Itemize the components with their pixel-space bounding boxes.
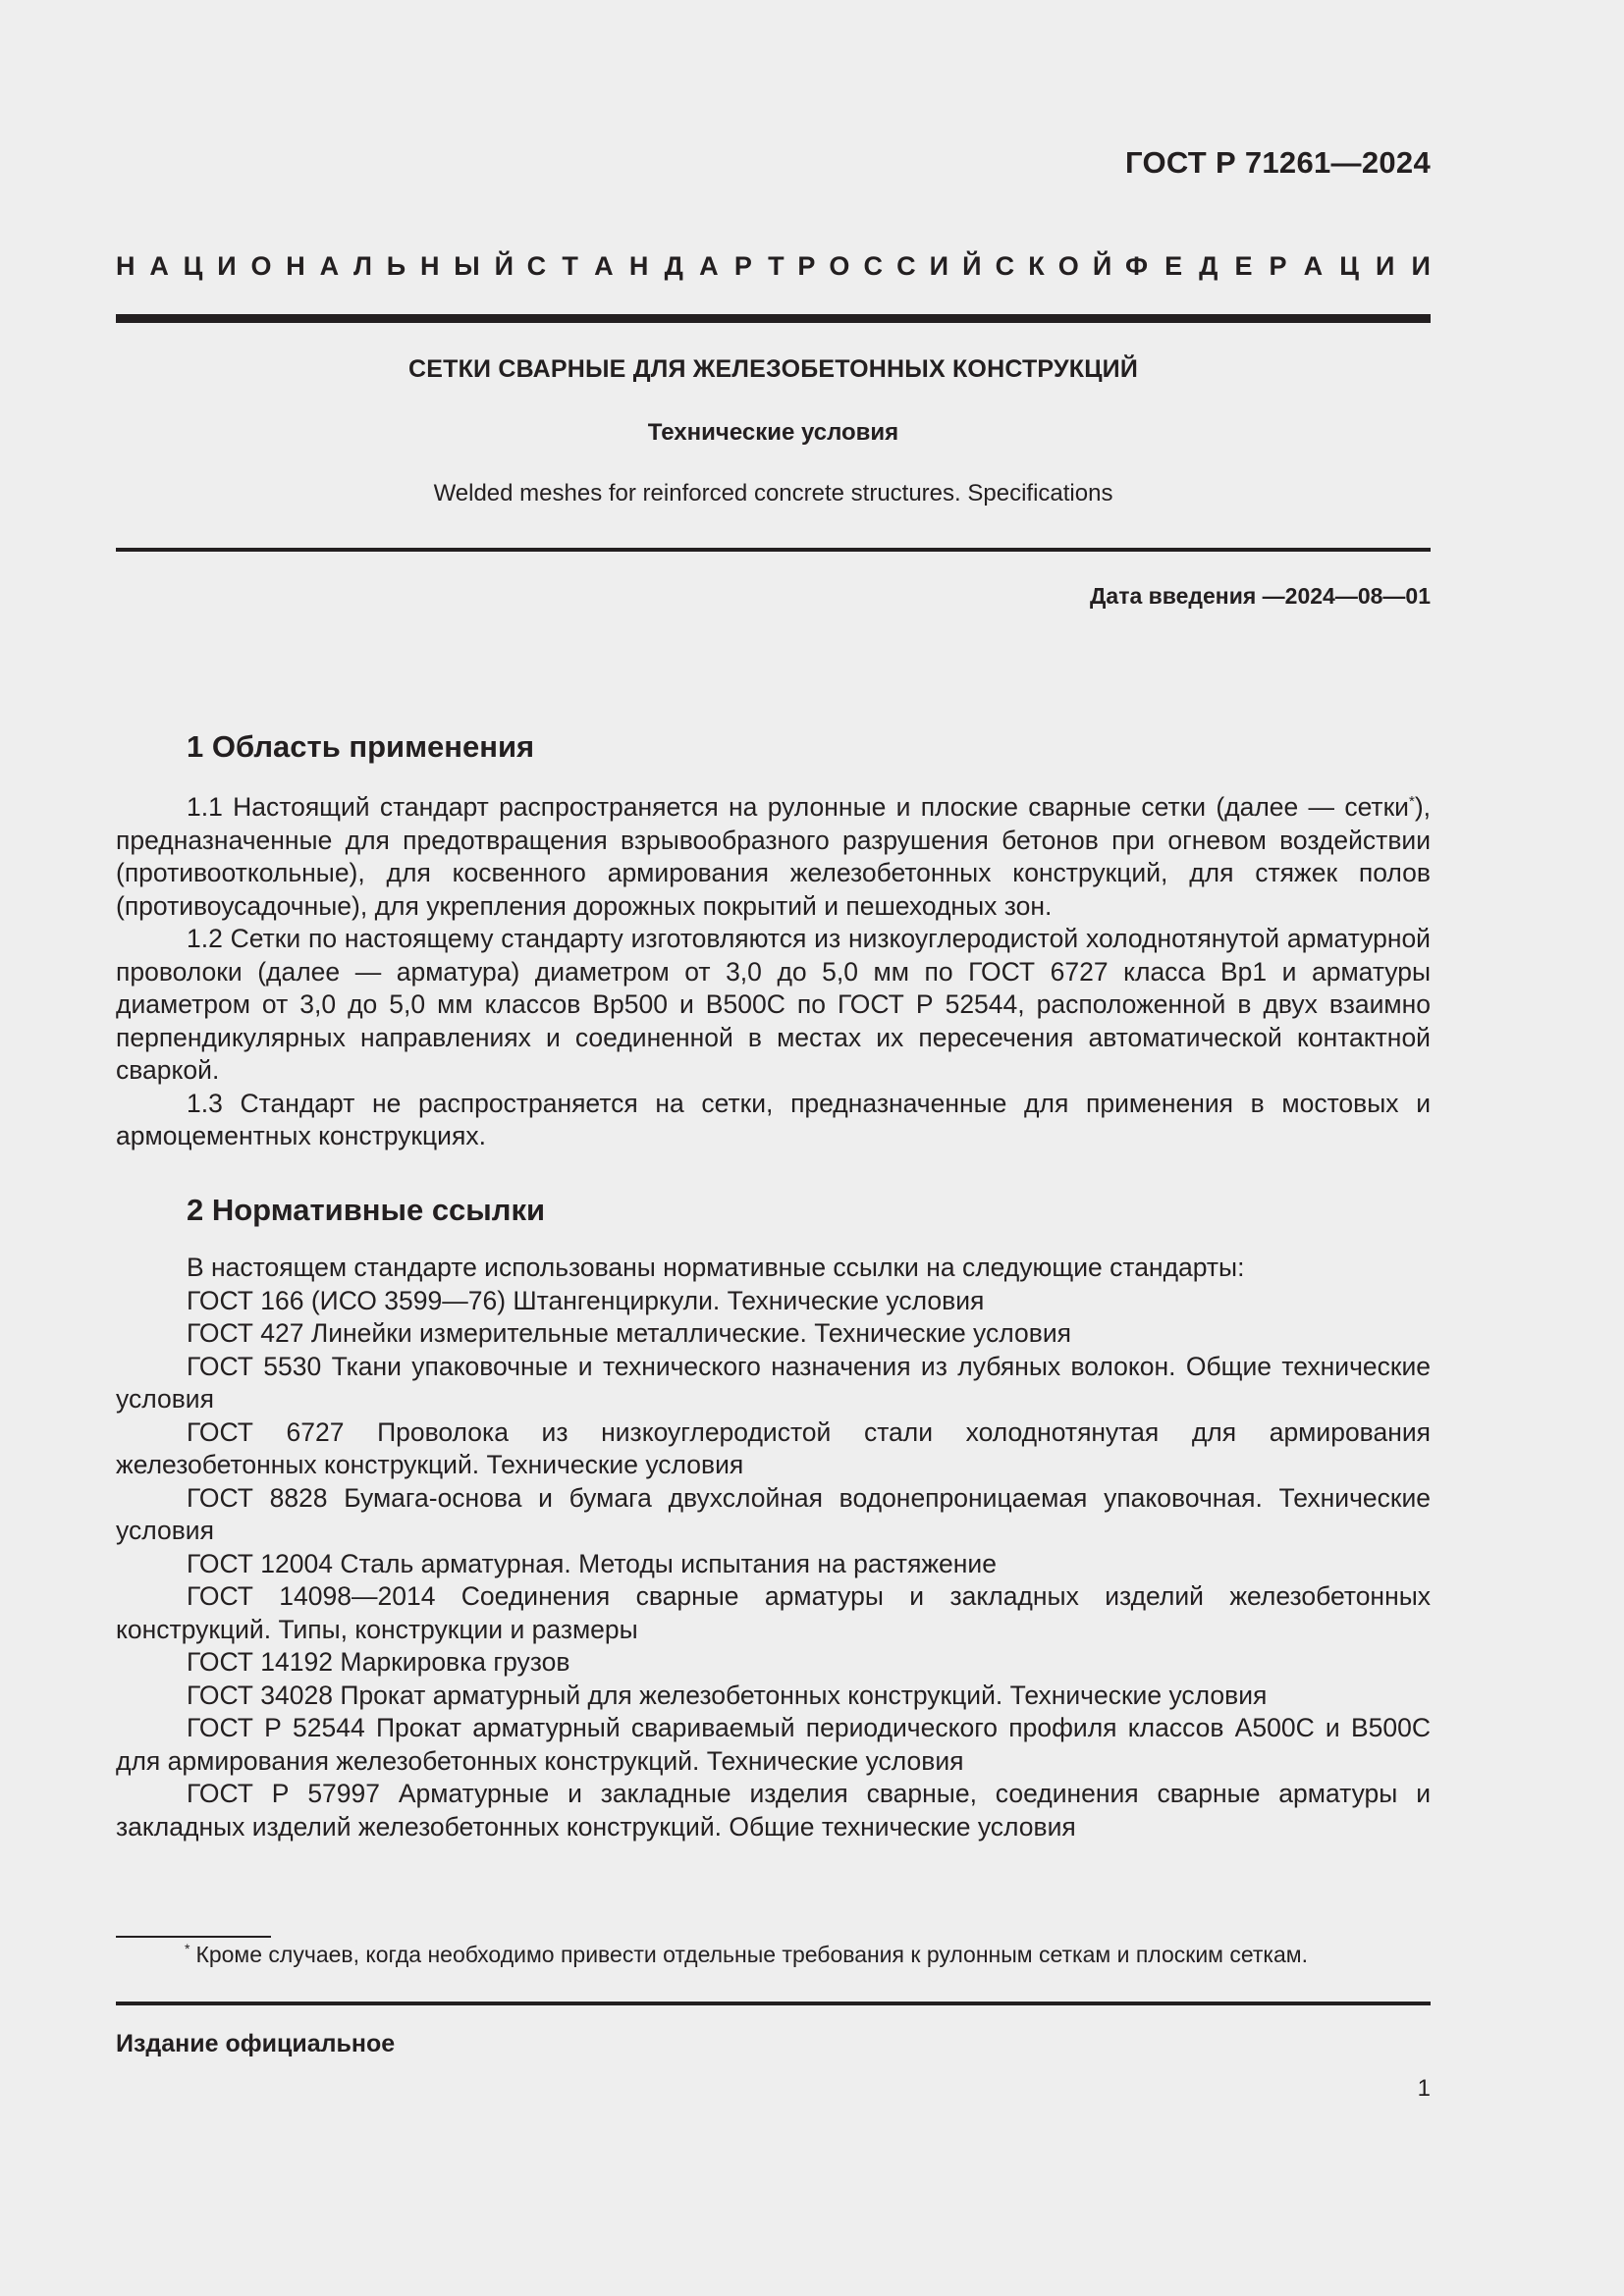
introduction-date: Дата введения —2024—08—01: [1090, 583, 1431, 609]
reference-item: ГОСТ 34028 Прокат арматурный для железобетонных конструкций. Технические условия: [187, 1680, 1268, 1710]
document-subtitle: Технические условия: [647, 419, 899, 446]
banner-letter: И: [929, 251, 949, 281]
reference-item: ГОСТ 6727 Проволока из низкоуглеродистой стали холоднотянутая для армирования железобетонных конструкций. Технические условия: [116, 1416, 1431, 1479]
footnote-mark: *: [185, 1941, 190, 1957]
banner-letter: О: [250, 251, 272, 281]
banner-letter: Е: [1164, 251, 1183, 281]
national-standard-banner: [116, 251, 1431, 282]
banner-letter: Р: [797, 251, 816, 281]
banner-letter: Р: [1269, 251, 1287, 281]
banner-letter: А: [1303, 251, 1324, 281]
page-number: 1: [1417, 2075, 1431, 2102]
section-heading-scope: 1 Область применения: [187, 729, 535, 764]
banner-letter: Т: [562, 251, 578, 281]
banner-letter: А: [319, 251, 340, 281]
banner-letter: Ф: [1124, 251, 1149, 281]
banner-letter: Л: [352, 251, 372, 281]
banner-word: [797, 251, 1111, 282]
banner-letter: А: [699, 251, 719, 281]
banner-letter: К: [1028, 251, 1045, 281]
banner-word: [1125, 251, 1431, 282]
banner-letter: Т: [768, 251, 785, 281]
reference-item: ГОСТ Р 57997 Арматурные и закладные изделия сварные, соединения сварные арматуры и закладных изделий железобетонных конструкций. Общие технические условия: [116, 1779, 1431, 1842]
banner-letter: И: [217, 251, 237, 281]
banner-letter: Н: [116, 251, 135, 281]
document-number: ГОСТ Р 71261—2024: [1125, 145, 1431, 180]
section-heading-normative-references: 2 Нормативные ссылки: [187, 1193, 546, 1227]
banner-letter: И: [1375, 251, 1395, 281]
paragraph-1-3: 1.3 Стандарт не распространяется на сетки, предназначенные для применения в мостовых и армоцементных конструкциях.: [116, 1088, 1431, 1150]
banner-letter: Ц: [183, 251, 203, 281]
document-page: [116, 0, 1431, 2296]
banner-letter: Д: [664, 251, 683, 281]
banner-letter: Й: [494, 251, 514, 281]
reference-item: ГОСТ 166 (ИСО 3599—76) Штангенциркули. Технические условия: [187, 1285, 985, 1315]
banner-letter: Й: [1092, 251, 1112, 281]
footnote-divider: [116, 1936, 271, 1938]
reference-item: ГОСТ 12004 Сталь арматурная. Методы испытания на растяжение: [187, 1548, 997, 1578]
footer-divider: [116, 2002, 1431, 2005]
reference-item: ГОСТ Р 52544 Прокат арматурный свариваемый периодического профиля классов А500С и В500С для армирования железобетонных конструкций. Технические условия: [116, 1713, 1431, 1776]
banner-letter: Н: [419, 251, 440, 281]
document-title: СЕТКИ СВАРНЫЕ ДЛЯ ЖЕЛЕЗОБЕТОННЫХ КОНСТРУКЦИЙ: [407, 355, 1138, 383]
banner-letter: С: [526, 251, 547, 281]
section-body-scope: [116, 791, 1431, 1153]
banner-letter: Н: [628, 251, 649, 281]
paragraph-1-2: 1.2 Сетки по настоящему стандарту изготовляются из низкоуглеродистой холоднотянутой арматурной проволоки (далее — арматура) диаметром от 3,0 до 5,0 мм по ГОСТ 6727 класса Вр1 и арматуры диаметром от 3,0 до 5,0 мм классов Вр500 и В500С по ГОСТ Р 52544, расположенной в двух взаимно перпендикулярных направлениях и соединенной в местах их пересечения автоматической контактной сваркой.: [116, 924, 1431, 1085]
banner-letter: С: [863, 251, 883, 281]
footnote-text: Кроме случаев, когда необходимо привести отдельные требования к рулонным сеткам и плоским сеткам.: [195, 1942, 1308, 1967]
banner-letter: А: [594, 251, 614, 281]
reference-item: ГОСТ 427 Линейки измерительные металлические. Технические условия: [187, 1318, 1071, 1348]
english-title: Welded meshes for reinforced concrete structures. Specifications: [433, 480, 1113, 507]
edition-label: Издание официальное: [116, 2030, 396, 2057]
footnote: [185, 1940, 1308, 1969]
paragraph-1-1: 1.1 Настоящий стандарт распространяется на рулонные и плоские сварные сетки (далее — сетки*), предназначенные для предотвращения взрывообразного разрушения бетонов при огневом воздействии (противооткольные), для косвенного армирования железобетонных конструкций, для стяжек полов (противоусадочные), для укрепления дорожных покрытий и пешеходных зон.: [116, 792, 1431, 921]
banner-word: [116, 251, 514, 282]
banner-word: [527, 251, 785, 282]
banner-letter: И: [1411, 251, 1431, 281]
references-intro: В настоящем стандарте использованы нормативные ссылки на следующие стандарты:: [187, 1253, 1245, 1282]
banner-letter: Н: [286, 251, 305, 281]
banner-letter: Д: [1199, 251, 1218, 281]
header-thick-divider: [116, 314, 1431, 323]
banner-letter: С: [995, 251, 1015, 281]
banner-letter: Е: [1234, 251, 1253, 281]
title-divider: [116, 548, 1431, 552]
banner-letter: Р: [733, 251, 752, 281]
reference-item: ГОСТ 14098—2014 Соединения сварные арматуры и закладных изделий железобетонных конструкций. Типы, конструкции и размеры: [116, 1581, 1431, 1644]
banner-letter: Й: [962, 251, 982, 281]
banner-letter: А: [149, 251, 169, 281]
section-body-normative-references: [116, 1252, 1431, 1843]
banner-letter: О: [1057, 251, 1079, 281]
reference-item: ГОСТ 5530 Ткани упаковочные и технического назначения из лубяных волокон. Общие технические условия: [116, 1351, 1431, 1414]
banner-letter: Ы: [454, 251, 480, 281]
footnote-reference: *: [1408, 793, 1415, 811]
banner-letter: Ь: [386, 251, 406, 281]
reference-item: ГОСТ 8828 Бумага-основа и бумага двухслойная водонепроницаемая упаковочная. Технические условия: [116, 1482, 1431, 1545]
reference-item: ГОСТ 14192 Маркировка грузов: [187, 1647, 570, 1677]
banner-letter: Ц: [1339, 251, 1359, 281]
banner-letter: С: [896, 251, 916, 281]
banner-letter: О: [829, 251, 850, 281]
